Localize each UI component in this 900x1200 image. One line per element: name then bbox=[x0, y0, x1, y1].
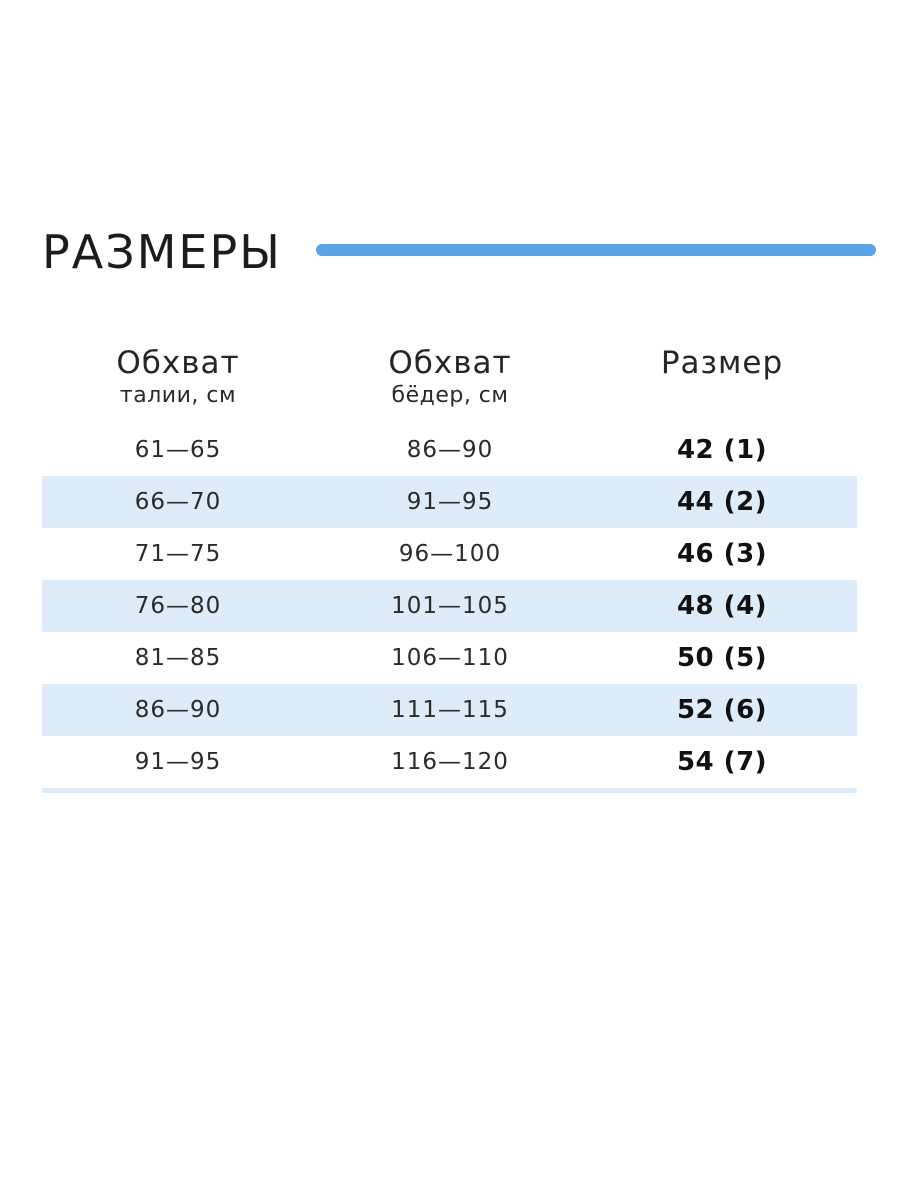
table-row bbox=[42, 424, 857, 476]
table-row bbox=[42, 736, 857, 788]
waist-cell: 76—80 bbox=[134, 593, 222, 619]
header-waist-main: Обхват bbox=[116, 345, 240, 381]
hips-cell: 106—110 bbox=[391, 645, 509, 671]
size-cell: 42 (1) bbox=[676, 435, 768, 465]
size-cell: 50 (5) bbox=[676, 643, 768, 673]
waist-cell: 81—85 bbox=[134, 645, 222, 671]
header-hips bbox=[320, 344, 580, 410]
size-cell: 48 (4) bbox=[676, 591, 768, 621]
header-hips-main: Обхват bbox=[388, 345, 512, 381]
waist-cell: 71—75 bbox=[134, 541, 222, 567]
hips-cell: 96—100 bbox=[398, 541, 502, 567]
size-cell: 52 (6) bbox=[676, 695, 768, 725]
waist-cell: 86—90 bbox=[134, 697, 222, 723]
title-accent-line bbox=[316, 244, 876, 256]
waist-cell: 91—95 bbox=[134, 749, 222, 775]
hips-cell: 116—120 bbox=[391, 749, 509, 775]
table-bottom-rule bbox=[42, 788, 857, 793]
page-title: РАЗМЕРЫ bbox=[42, 225, 282, 279]
hips-cell: 91—95 bbox=[406, 489, 494, 515]
size-cell: 46 (3) bbox=[676, 539, 768, 569]
header-size bbox=[592, 344, 852, 382]
waist-cell: 66—70 bbox=[134, 489, 222, 515]
header-hips-sub: бёдер, см bbox=[391, 383, 509, 408]
size-cell: 44 (2) bbox=[676, 487, 768, 517]
table-row bbox=[42, 528, 857, 580]
table-row bbox=[42, 476, 857, 528]
hips-cell: 101—105 bbox=[391, 593, 509, 619]
size-table bbox=[42, 424, 857, 793]
table-row bbox=[42, 684, 857, 736]
size-cell: 54 (7) bbox=[676, 747, 768, 777]
header-size-main: Размер bbox=[660, 345, 784, 381]
header-waist-sub: талии, см bbox=[119, 383, 237, 408]
table-row bbox=[42, 632, 857, 684]
header-waist bbox=[48, 344, 308, 410]
hips-cell: 86—90 bbox=[406, 437, 494, 463]
waist-cell: 61—65 bbox=[134, 437, 222, 463]
table-row bbox=[42, 580, 857, 632]
hips-cell: 111—115 bbox=[391, 697, 509, 723]
